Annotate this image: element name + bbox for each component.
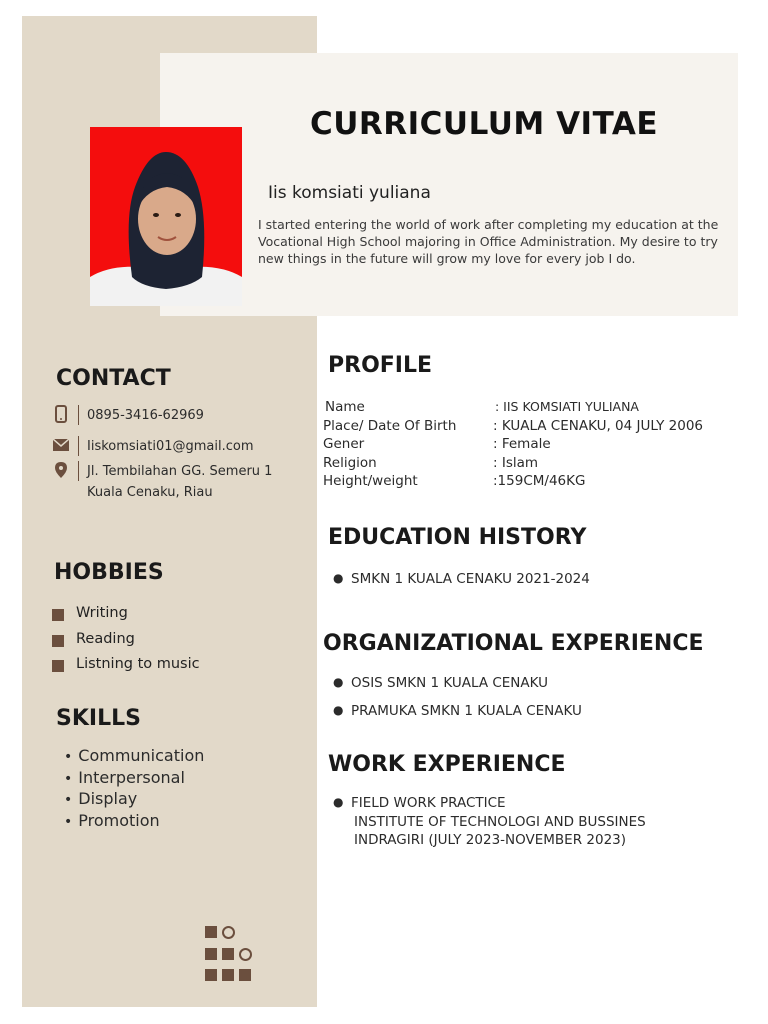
profile-value: : Islam bbox=[493, 454, 539, 471]
profile-row bbox=[323, 417, 703, 436]
work-heading: WORK EXPERIENCE bbox=[328, 752, 566, 777]
square-bullet-icon bbox=[52, 660, 64, 672]
contact-address-row bbox=[52, 461, 272, 503]
work-item bbox=[333, 795, 506, 811]
skills-list bbox=[64, 746, 204, 832]
work-title: FIELD WORK PRACTICE bbox=[351, 795, 506, 811]
hobby-label: Writing bbox=[76, 605, 128, 621]
header-box bbox=[160, 53, 738, 316]
profile-row bbox=[323, 472, 703, 491]
contact-phone-row bbox=[52, 405, 204, 426]
bullet-icon: ● bbox=[333, 571, 344, 585]
person-portrait-icon bbox=[90, 127, 242, 306]
skill-item: • Display bbox=[64, 789, 204, 811]
location-pin-icon bbox=[52, 461, 70, 479]
skill-item: • Communication bbox=[64, 746, 204, 768]
profile-key: Height/weight bbox=[323, 473, 418, 489]
profile-table bbox=[323, 398, 703, 491]
education-label: SMKN 1 KUALA CENAKU 2021-2024 bbox=[351, 571, 590, 587]
hobby-label: Listning to music bbox=[76, 656, 200, 672]
work-detail bbox=[354, 832, 626, 848]
divider bbox=[78, 436, 79, 456]
profile-key: Gener bbox=[323, 436, 365, 452]
profile-value: :159CM/46KG bbox=[493, 473, 586, 489]
square-bullet-icon bbox=[52, 635, 64, 647]
profile-key: Name bbox=[325, 399, 365, 415]
hobby-item bbox=[52, 605, 128, 621]
work-period: INDRAGIRI (JULY 2023-NOVEMBER 2023) bbox=[354, 832, 627, 848]
profile-row bbox=[323, 398, 703, 417]
mail-icon bbox=[52, 436, 70, 454]
bullet-icon: ● bbox=[333, 675, 344, 689]
profile-heading: PROFILE bbox=[328, 353, 433, 378]
skill-item: • Promotion bbox=[64, 811, 204, 833]
divider bbox=[78, 461, 79, 481]
organization-label: OSIS SMKN 1 KUALA CENAKU bbox=[351, 675, 549, 691]
work-institution: INSTITUTE OF TECHNOLOGI AND BUSSINES bbox=[354, 814, 646, 830]
divider bbox=[78, 405, 79, 425]
intro-paragraph: I started entering the world of work after completing my education at the Vocational High School majoring in Office Administration. My desire to try new things in the future will grow my love for every job I do. bbox=[258, 217, 719, 266]
hobbies-heading: HOBBIES bbox=[54, 560, 164, 585]
contact-email-row bbox=[52, 436, 254, 457]
profile-row bbox=[323, 454, 703, 473]
home-address: Jl. Tembilahan GG. Semeru 1 Kuala Cenaku, Riau bbox=[87, 464, 273, 500]
phone-icon bbox=[52, 405, 70, 423]
phone-number: 0895-3416-62969 bbox=[87, 408, 204, 423]
document-title: CURRICULUM VITAE bbox=[309, 106, 659, 142]
contact-heading: CONTACT bbox=[56, 366, 171, 391]
organizational-heading: ORGANIZATIONAL EXPERIENCE bbox=[323, 631, 704, 656]
profile-key: Place/ Date Of Birth bbox=[323, 417, 457, 434]
profile-value: : IIS KOMSIATI YULIANA bbox=[495, 399, 639, 414]
education-heading: EDUCATION HISTORY bbox=[328, 525, 587, 550]
hobby-item bbox=[52, 631, 135, 647]
hobby-item bbox=[52, 656, 200, 672]
hobby-label: Reading bbox=[76, 631, 135, 647]
work-detail bbox=[354, 814, 646, 830]
education-item bbox=[333, 571, 590, 587]
organization-item bbox=[333, 703, 582, 719]
organization-label: PRAMUKA SMKN 1 KUALA CENAKU bbox=[351, 703, 582, 719]
profile-value: : Female bbox=[493, 436, 551, 452]
profile-key: Religion bbox=[323, 454, 377, 471]
square-bullet-icon bbox=[52, 609, 64, 621]
organization-item bbox=[333, 675, 548, 691]
profile-photo bbox=[90, 127, 242, 306]
profile-row bbox=[323, 435, 703, 454]
skill-item: • Interpersonal bbox=[64, 768, 204, 790]
email-address: Iiskomsiati01@gmail.com bbox=[87, 439, 254, 454]
skills-heading: SKILLS bbox=[56, 706, 141, 731]
candidate-name: Iis komsiati yuliana bbox=[268, 183, 431, 203]
bullet-icon: ● bbox=[333, 703, 344, 717]
profile-value: : KUALA CENAKU, 04 JULY 2006 bbox=[493, 417, 704, 434]
bullet-icon: ● bbox=[333, 795, 344, 809]
